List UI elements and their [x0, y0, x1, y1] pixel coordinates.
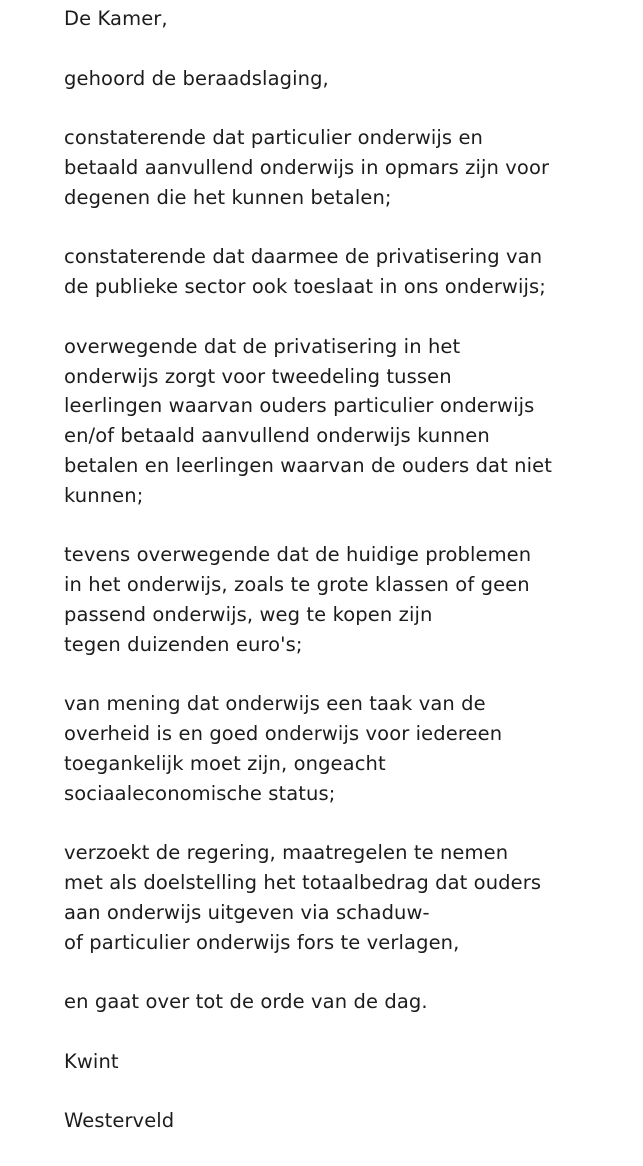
closing-text: en gaat over tot de orde van de dag. [64, 990, 428, 1014]
paragraph-line: toegankelijk moet zijn, ongeacht [64, 751, 386, 775]
paragraph-line: met als doelstelling het totaalbedrag dat ouders [64, 871, 542, 895]
paragraph-line: de publieke sector ook toeslaat in ons onderwijs; [64, 275, 546, 299]
motion-document [64, 4, 634, 1166]
paragraph-line: tevens overwegende dat de huidige problemen [64, 543, 532, 567]
heading-text: De Kamer, [64, 7, 168, 30]
paragraph-line: sociaaleconomische status; [64, 781, 336, 805]
paragraph-overwegende [64, 332, 634, 511]
paragraph-line: onderwijs zorgt voor tweedeling tussen [64, 364, 452, 388]
paragraph-line: in het onderwijs, zoals te grote klassen of geen [64, 573, 530, 597]
paragraph-line: aan onderwijs uitgeven via schaduw- [64, 900, 430, 924]
paragraph-van-mening [64, 689, 634, 808]
motion-intro [64, 64, 634, 94]
signatory-name: Westerveld [64, 1109, 175, 1133]
paragraph-constaterende-2 [64, 242, 634, 302]
paragraph-verzoekt [64, 838, 634, 957]
paragraph-line: leerlingen waarvan ouders particulier onderwijs [64, 394, 535, 418]
motion-closing [64, 987, 634, 1017]
paragraph-line: tegen duizenden euro's; [64, 632, 303, 656]
paragraph-line: passend onderwijs, weg te kopen zijn [64, 602, 433, 626]
signatory [64, 1047, 634, 1077]
paragraph-line: van mening dat onderwijs een taak van de [64, 692, 486, 716]
paragraph-line: constaterende dat daarmee de privatisering van [64, 245, 543, 269]
paragraph-line: degenen die het kunnen betalen; [64, 185, 392, 209]
paragraph-line: betalen en leerlingen waarvan de ouders dat niet [64, 453, 552, 477]
signatory [64, 1106, 634, 1136]
paragraph-line: betaald aanvullend onderwijs in opmars zijn voor [64, 155, 550, 179]
signatory-name: Kwint [64, 1049, 119, 1073]
paragraph-line: overheid is en goed onderwijs voor iedereen [64, 722, 503, 746]
paragraph-line: of particulier onderwijs fors te verlagen, [64, 930, 460, 954]
intro-text: gehoord de beraadslaging, [64, 66, 329, 90]
paragraph-line: verzoekt de regering, maatregelen te nemen [64, 841, 509, 865]
paragraph-line: en/of betaald aanvullend onderwijs kunnen [64, 424, 490, 448]
paragraph-line: constaterende dat particulier onderwijs en [64, 126, 484, 150]
paragraph-line: kunnen; [64, 483, 144, 507]
motion-heading [64, 4, 634, 34]
paragraph-line: overwegende dat de privatisering in het [64, 334, 461, 358]
paragraph-constaterende-1 [64, 123, 634, 212]
paragraph-tevens-overwegende [64, 540, 634, 659]
